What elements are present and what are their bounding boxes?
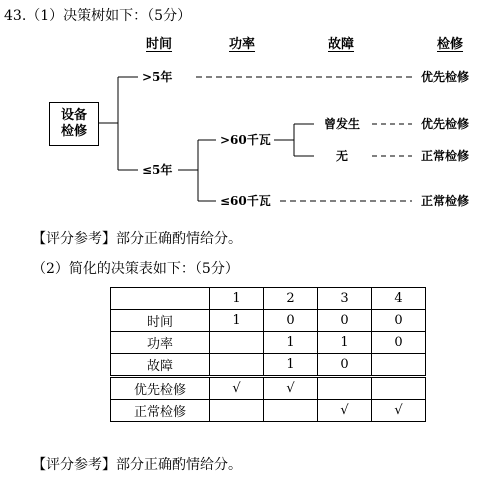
table-cell: 3 bbox=[318, 288, 372, 310]
branch-within-5-years: ≤5年 bbox=[142, 163, 173, 177]
header-power: 功率 bbox=[229, 37, 256, 52]
table-cell: 故障 bbox=[111, 354, 210, 377]
table-cell: 功率 bbox=[111, 332, 210, 354]
decision-table bbox=[110, 287, 426, 422]
table-cell: 0 bbox=[372, 310, 426, 332]
root-node bbox=[49, 102, 99, 146]
table-cell bbox=[210, 400, 264, 422]
table-cell bbox=[264, 400, 318, 422]
table-cell: 2 bbox=[264, 288, 318, 310]
table-cell: √ bbox=[318, 400, 372, 422]
outcome-priority-1: 优先检修 bbox=[421, 70, 470, 84]
table-header-row bbox=[111, 288, 426, 310]
table-cell bbox=[318, 377, 372, 400]
table-cell: 1 bbox=[264, 332, 318, 354]
table-cell: √ bbox=[372, 400, 426, 422]
table-row bbox=[111, 400, 426, 422]
scoring-note-2: 【评分参考】部分正确酌情给分。 bbox=[32, 457, 242, 473]
table-cell: 1 bbox=[210, 288, 264, 310]
branch-power-within-60kw: ≤60千瓦 bbox=[220, 194, 271, 208]
table-cell: 正常检修 bbox=[111, 400, 210, 422]
table-cell bbox=[210, 354, 264, 377]
table-cell: 1 bbox=[210, 310, 264, 332]
header-fault: 故障 bbox=[328, 37, 355, 52]
table-cell bbox=[210, 332, 264, 354]
table-cell: 0 bbox=[372, 332, 426, 354]
root-node-line1: 设备 bbox=[60, 108, 87, 123]
table-cell bbox=[372, 354, 426, 377]
header-maintenance: 检修 bbox=[437, 37, 464, 52]
branch-no-fault: 无 bbox=[336, 149, 349, 163]
outcome-normal-2: 正常检修 bbox=[421, 194, 470, 208]
table-cell: 1 bbox=[264, 354, 318, 377]
branch-over-5-years: >5年 bbox=[142, 70, 173, 84]
table-row bbox=[111, 310, 426, 332]
table-cell: 0 bbox=[318, 354, 372, 377]
outcome-normal-1: 正常检修 bbox=[421, 149, 470, 163]
table-cell: 1 bbox=[318, 332, 372, 354]
table-cell: √ bbox=[264, 377, 318, 400]
branch-fault-occurred: 曾发生 bbox=[324, 117, 361, 131]
root-node-line2: 检修 bbox=[60, 124, 87, 139]
header-time: 时间 bbox=[146, 37, 173, 52]
outcome-priority-2: 优先检修 bbox=[421, 117, 470, 131]
table-cell: 0 bbox=[264, 310, 318, 332]
table-row bbox=[111, 332, 426, 354]
table-cell: 时间 bbox=[111, 310, 210, 332]
table-cell: 4 bbox=[372, 288, 426, 310]
branch-power-over-60kw: >60千瓦 bbox=[220, 133, 271, 147]
table-row bbox=[111, 377, 426, 400]
question-title: 43.（1）决策树如下：（5分） bbox=[4, 8, 192, 24]
table-title: （2）简化的决策表如下：（5分） bbox=[32, 261, 239, 277]
table-cell bbox=[111, 288, 210, 310]
table-row bbox=[111, 354, 426, 377]
scoring-note-1: 【评分参考】部分正确酌情给分。 bbox=[32, 231, 242, 247]
table-cell bbox=[372, 377, 426, 400]
table-cell: 优先检修 bbox=[111, 377, 210, 400]
table-cell: √ bbox=[210, 377, 264, 400]
table-cell: 0 bbox=[318, 310, 372, 332]
